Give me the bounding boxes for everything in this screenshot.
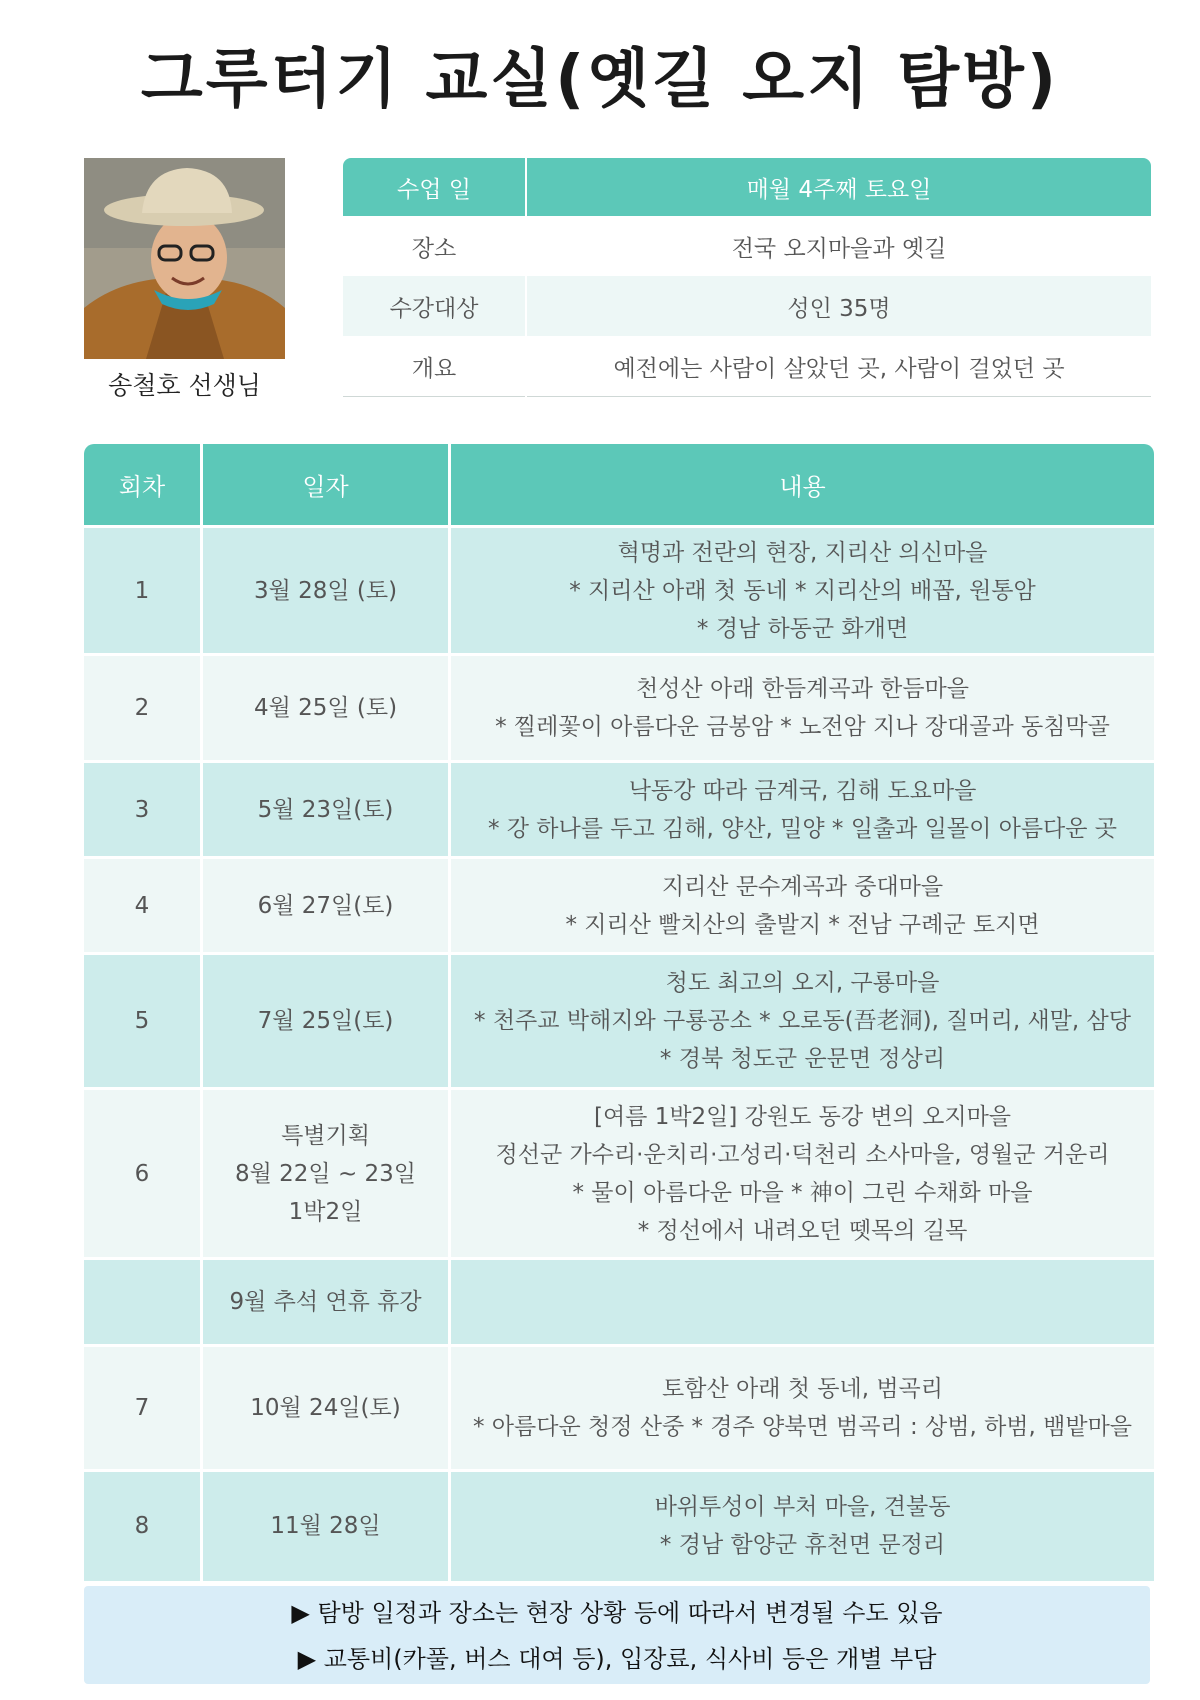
- session-number: 6: [84, 1089, 202, 1259]
- session-number: 4: [84, 858, 202, 954]
- content-line: 혁명과 전란의 현장, 지리산 의신마을: [617, 539, 988, 566]
- content-line: * 지리산 빨치산의 출발지 * 전남 구례군 토지면: [565, 911, 1040, 938]
- session-content: [450, 858, 1155, 954]
- header-date: 일자: [202, 444, 450, 527]
- content-line: * 찔레꽃이 아름다운 금봉암 * 노전암 지나 장대골과 동침막골: [495, 714, 1110, 740]
- session-number: 2: [84, 655, 202, 762]
- content-line: * 물이 아름다운 마을 * 神이 그린 수채화 마을: [572, 1179, 1033, 1206]
- session-content: [450, 1471, 1155, 1581]
- info-row-target: [343, 276, 1151, 336]
- header-session: 회차: [84, 444, 202, 527]
- info-key: 수업 일: [343, 158, 526, 216]
- session-number: [84, 1259, 202, 1346]
- table-row: [84, 954, 1154, 1089]
- info-key: 개요: [343, 336, 526, 397]
- session-number: 3: [84, 762, 202, 858]
- session-number: 5: [84, 954, 202, 1089]
- session-content: [450, 655, 1155, 762]
- session-content: [450, 527, 1155, 655]
- session-content: [450, 1089, 1155, 1259]
- session-content: [450, 1259, 1155, 1346]
- date-line: 3월 28일 (토): [253, 577, 398, 604]
- session-content: [450, 1346, 1155, 1471]
- session-number: 7: [84, 1346, 202, 1471]
- session-number: 8: [84, 1471, 202, 1581]
- content-line: * 강 하나를 두고 김해, 양산, 밀양 * 일출과 일몰이 아름다운 곳: [487, 815, 1118, 842]
- teacher-name: 송철호 선생님: [108, 371, 261, 400]
- info-row-schedule: [343, 158, 1151, 216]
- session-date: [202, 1259, 450, 1346]
- content-line: * 경남 하동군 화개면: [696, 615, 909, 642]
- date-line: 1박2일: [288, 1198, 363, 1225]
- note-line: ▶ 탐방 일정과 장소는 현장 상황 등에 따라서 변경될 수도 있음: [291, 1599, 943, 1627]
- table-row: [84, 762, 1154, 858]
- session-date: [202, 1089, 450, 1259]
- content-line: 천성산 아래 한듬계곡과 한듬마을: [636, 676, 969, 702]
- teacher-photo: [84, 158, 285, 359]
- schedule-table: [84, 444, 1154, 1581]
- table-row: [84, 1259, 1154, 1346]
- table-row: [84, 527, 1154, 655]
- date-line: 7월 25일(토): [257, 1008, 394, 1034]
- info-key: 수강대상: [343, 276, 526, 336]
- session-date: [202, 954, 450, 1089]
- table-row: [84, 858, 1154, 954]
- table-row: [84, 1346, 1154, 1471]
- session-date: [202, 762, 450, 858]
- session-content: [450, 954, 1155, 1089]
- session-date: [202, 1471, 450, 1581]
- info-row-summary: [343, 336, 1151, 397]
- date-line: 4월 25일 (토): [253, 695, 398, 721]
- date-line: 5월 23일(토): [257, 796, 394, 823]
- content-line: 낙동강 따라 금계국, 김해 도요마을: [628, 777, 977, 804]
- session-date: [202, 527, 450, 655]
- info-key: 장소: [343, 216, 526, 276]
- content-line: * 아름다운 청정 산중 * 경주 양북면 범곡리 : 상범, 하범, 뱀밭마을: [472, 1414, 1133, 1440]
- date-line: 6월 27일(토): [257, 892, 394, 919]
- table-row: [84, 655, 1154, 762]
- content-line: * 정선에서 내려오던 뗏목의 길목: [637, 1217, 968, 1244]
- class-info-table: [343, 158, 1151, 397]
- table-row: [84, 1089, 1154, 1259]
- date-line: 10월 24일(토): [250, 1395, 401, 1421]
- info-value: 매월 4주째 토요일: [526, 158, 1151, 216]
- content-line: [여름 1박2일] 강원도 동강 변의 오지마을: [593, 1103, 1012, 1130]
- date-line: 특별기획: [281, 1122, 370, 1149]
- session-number: 1: [84, 527, 202, 655]
- note-line: ▶ 교통비(카풀, 버스 대여 등), 입장료, 식사비 등은 개별 부담: [297, 1645, 937, 1673]
- content-line: 청도 최고의 오지, 구룡마을: [665, 970, 940, 996]
- content-line: * 경남 함양군 휴천면 문정리: [659, 1532, 946, 1559]
- session-date: [202, 655, 450, 762]
- date-line: 11월 28일: [270, 1513, 381, 1540]
- notes-box: [84, 1586, 1150, 1684]
- header-content: 내용: [450, 444, 1155, 527]
- page-title: 그루터기 교실(옛길 오지 탐방): [140, 43, 1060, 117]
- date-line: 9월 추석 연휴 휴강: [229, 1289, 422, 1315]
- info-value: 전국 오지마을과 옛길: [731, 235, 947, 262]
- info-value: 예전에는 사람이 살았던 곳, 사람이 걸었던 곳: [526, 336, 1151, 397]
- content-line: 지리산 문수계곡과 중대마을: [661, 873, 944, 900]
- content-line: * 경북 청도군 운문면 정상리: [659, 1046, 946, 1072]
- table-row: [84, 1471, 1154, 1581]
- session-date: [202, 1346, 450, 1471]
- content-line: * 지리산 아래 첫 동네 * 지리산의 배꼽, 원통암: [569, 577, 1036, 604]
- content-line: * 천주교 박해지와 구룡공소 * 오로동(吾老洞), 질머리, 새말, 삼당: [474, 1008, 1131, 1034]
- content-line: 정선군 가수리·운치리·고성리·덕천리 소사마을, 영월군 거운리: [495, 1141, 1110, 1168]
- session-content: [450, 762, 1155, 858]
- date-line: 8월 22일 ~ 23일: [234, 1160, 417, 1187]
- content-line: 토함산 아래 첫 동네, 범곡리: [662, 1376, 943, 1402]
- session-date: [202, 858, 450, 954]
- content-line: 바위투성이 부처 마을, 견불동: [654, 1494, 951, 1521]
- info-row-place: [343, 216, 1151, 276]
- info-value: 성인 35명: [526, 276, 1151, 336]
